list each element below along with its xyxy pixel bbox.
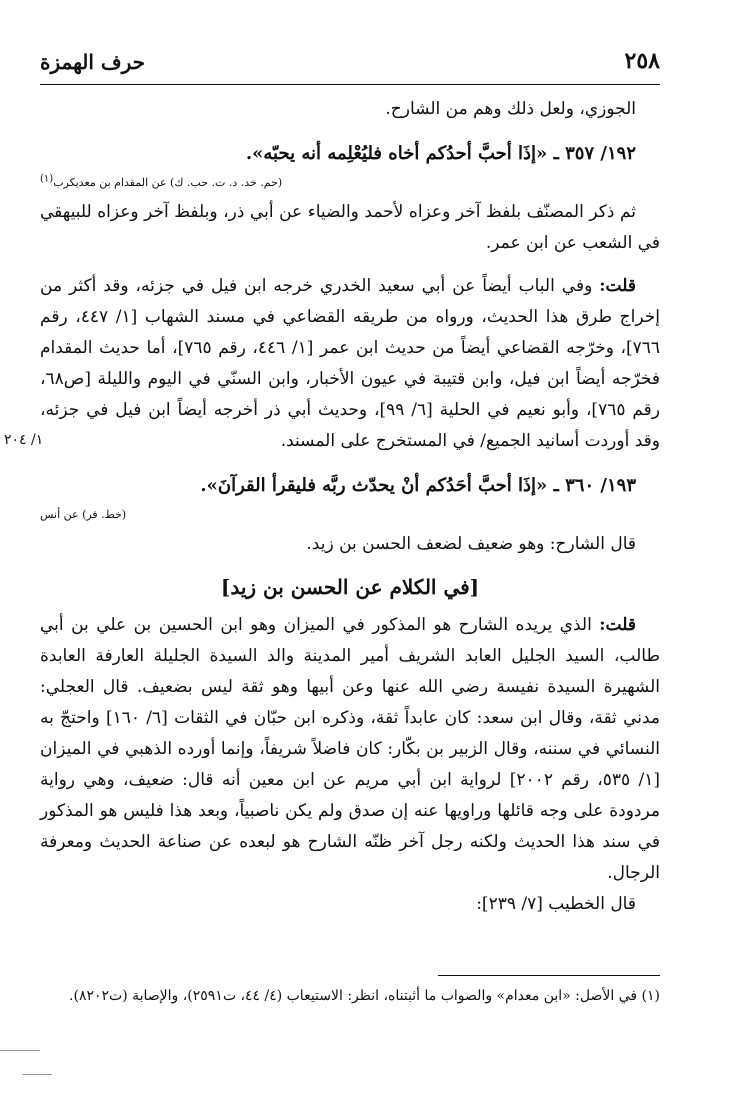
hadith-192: ١٩٢/ ٣٥٧ ـ «إذَا أحبَّ أحدُكم أخاه فليُعْلِمه أنه يحبّه».: [245, 143, 636, 164]
paragraph-3: [40, 271, 660, 457]
paragraph-2: ثم ذكر المصنّف بلفظ آخر وعزاه لأحمد والضياء عن أبي ذر، وبلفظ آخر وعزاه للبيهقي في الشعب عن ابن عمر.: [40, 202, 660, 253]
chapter-title: حرف الهمزة: [40, 50, 146, 74]
hadith-192-source-text: (حم. خد. د. ت. حب. ك) عن المقدام بن معديكرب: [53, 176, 283, 189]
page-number: ٢٥٨: [624, 48, 660, 74]
hadith-192-source: [40, 173, 283, 189]
footnote-ref-1: (١): [40, 173, 54, 185]
paragraph-3-lead: قلت:: [599, 276, 636, 296]
footnote-1: [40, 984, 660, 1009]
paragraph-5-lead: قلت:: [599, 615, 637, 635]
hadith-193-source: (خط. فر) عن أنس: [40, 508, 127, 521]
paragraph-5-text: الذي يريده الشارح هو المذكور في الميزان وهو ابن الحسين بن علي بن أبي طالب، السيد الجليل العابد الشريف أمير المدينة والد السيدة الجليلة العارفة العابدة الشهيرة السيدة نفيسة رضي الله عنها وعن أبيها وهو ثقة ليس بضعيف. قال العجلي: مدني ثقة، وقال ابن سعد: كان عابداً ثقة، وذكره ابن حبّان في الثقات [٦/ ١٦٠] واحتجّ به النسائي في سننه، وقال الزبير بن بكّار: كان فاضلاً شريفاً، وإنما أورده الذهبي في الميزان [١/ ٥٣٥، رقم ٢٠٠٢] لرواية ابن أبي مريم عن ابن معين أنه قال: ضعيف، وهي رواية مردودة على وجه قائلها وراويها عنه إن صدق ولم يكن ناصبياً، وبعد هذا فليس هو المذكور في سند هذا الحديث ولكنه رجل آخر ظنّه الشارح هو لبعده عن صناعة الحديث ومعرفة الرجال.: [40, 615, 660, 883]
section-heading: [في الكلام عن الحسن بن زيد]: [220, 575, 480, 599]
footnote-number: (١): [641, 988, 660, 1004]
marginal-volume-page-note: ١/ ٢٠٤: [4, 432, 44, 448]
paragraph-3-text: وفي الباب أيضاً عن أبي سعيد الخدري خرجه ابن فيل في جزئه، وقد أكثر من إخراج طرق هذا الحديث، ورواه من طريقه القضاعي في مسند الشهاب [١/ ٤٤٧، رقم ٧٦٦]، وخرّجه القضاعي أيضاً من حديث ابن عمر [١/ ٤٤٦، رقم ٧٦٥]، أما حديث المقدام فخرّجه أيضاً ابن فيل، وابن قتيبة في عيون الأخبار، وابن السنّي في اليوم والليلة [ص٦٨، رقم ٧٦٥]، وأبو نعيم في الحلية [٦/ ٩٩]، وحديث أبي ذر أخرجه أيضاً ابن فيل في جزئه، وقد أوردت أسانيد الجميع/ في المستخرج على المسند.: [40, 276, 661, 451]
hadith-192-source-wrap: [40, 171, 660, 191]
page-body: [40, 94, 660, 920]
paragraph-5: [40, 610, 660, 889]
scan-artifact-line: [22, 1074, 52, 1075]
footnote-separator: [438, 975, 660, 976]
scan-artifact-line: [0, 1050, 40, 1051]
paragraph-6: قال الخطيب [٧/ ٢٣٩]:: [476, 894, 636, 914]
running-header: [40, 44, 660, 85]
hadith-193-source-wrap: [40, 503, 660, 523]
footnote-text: في الأصل: «ابن معدام» والصواب ما أثبتناه، انظر: الاستيعاب (٤/ ٤٤، ت٢٥٩١)، والإصابة (ت٨٢٠٢).: [69, 988, 638, 1004]
paragraph-4: قال الشارح: وهو ضعيف لضعف الحسن بن زيد.: [306, 534, 636, 554]
hadith-193: ١٩٣/ ٣٦٠ ـ «إذَا أحبَّ أحَدُكم أنْ يحدّث ربَّه فليقرأ القرآنَ».: [200, 475, 636, 496]
paragraph-1: الجوزي، ولعل ذلك وهم من الشارح.: [385, 99, 636, 119]
